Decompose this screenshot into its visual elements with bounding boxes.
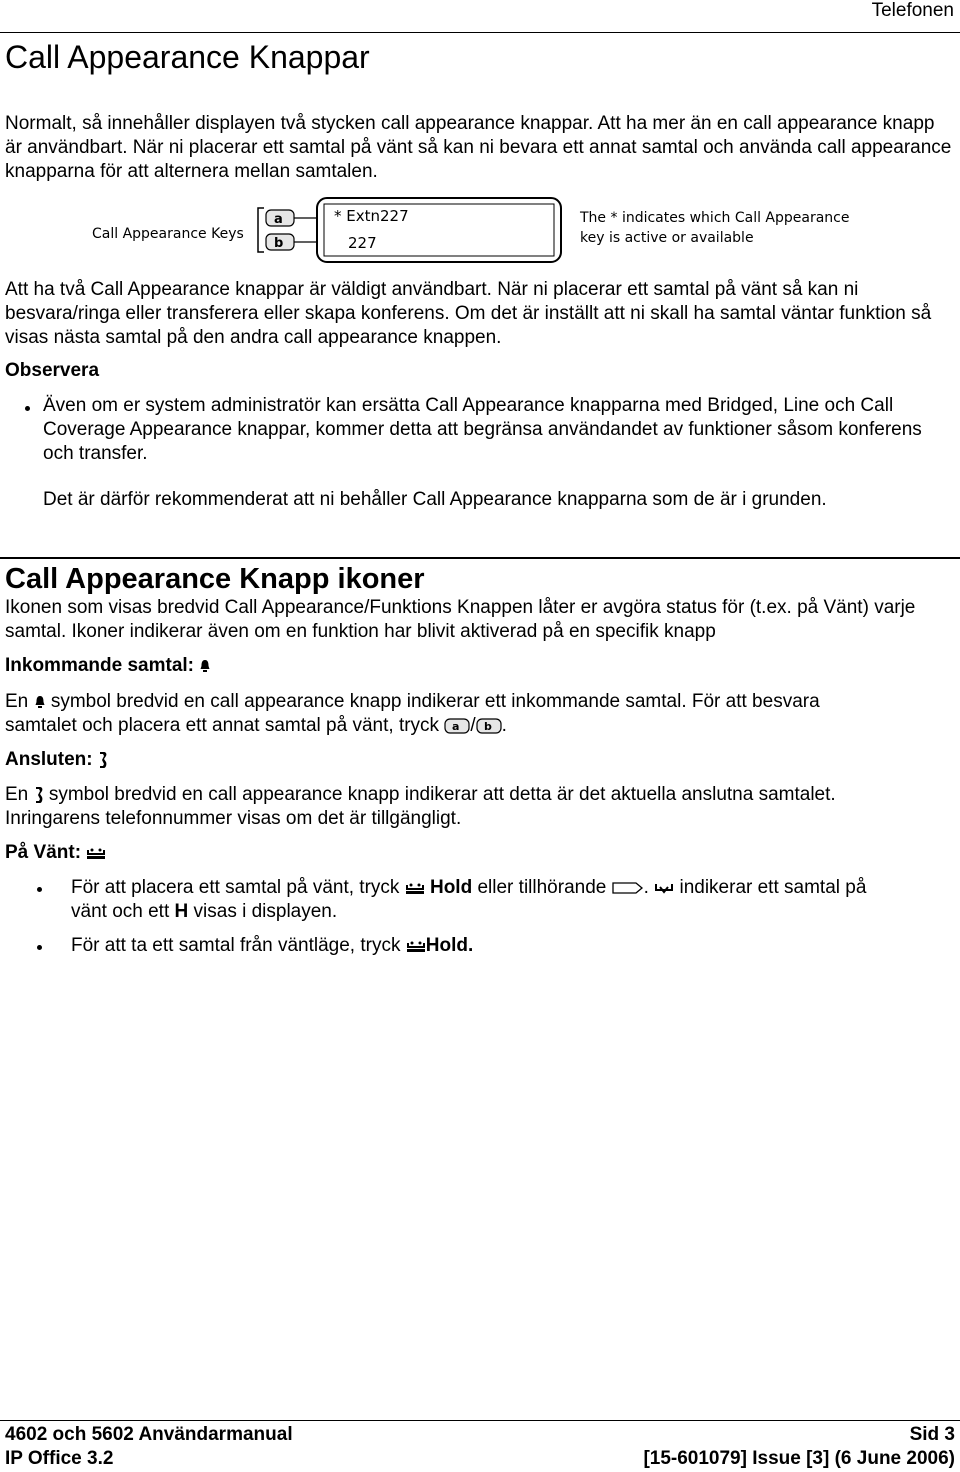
hold-b1-line2-h: H bbox=[174, 901, 189, 922]
incoming-heading: Inkommande samtal: bbox=[5, 655, 194, 676]
connected-text-mid: symbol bredvid en call appearance knapp indikerar att detta är det aktuella anslutna samtalet. bbox=[48, 784, 836, 805]
incoming-line2 bbox=[5, 714, 955, 738]
connected-text-line2: Inringarens telefonnummer visas om det är tillgängligt. bbox=[5, 808, 462, 829]
bell-icon bbox=[199, 658, 211, 674]
hold-heading-row bbox=[5, 841, 106, 865]
on-hold-indicator-icon bbox=[654, 881, 674, 895]
footer-product-version: IP Office 3.2 bbox=[5, 1448, 114, 1469]
hold-icon bbox=[86, 846, 106, 860]
connected-heading-row bbox=[5, 748, 108, 772]
footer-issue: [15-601079] Issue [3] (6 June 2006) bbox=[643, 1448, 955, 1469]
hold-icon bbox=[405, 881, 425, 895]
section2-title: Call Appearance Knapp ikoner bbox=[5, 563, 425, 595]
handset-icon bbox=[34, 786, 44, 804]
observera-bullet: Även om er system administratör kan ersätta Call Appearance knapparna med Bridged, Line och Call Coverage Appearance knappar, kommer detta att begränsa användandet av funktioner såsom konferens och transfer. bbox=[43, 395, 922, 464]
incoming-heading-row bbox=[5, 654, 211, 678]
hold-heading: På Vänt: bbox=[5, 842, 82, 863]
bracket-shape bbox=[258, 208, 264, 252]
incoming-text-before: En bbox=[5, 691, 29, 712]
svg-text:a: a bbox=[452, 719, 460, 733]
hold-b2-before: För att ta ett samtal från väntläge, tryck bbox=[71, 935, 401, 956]
intro-paragraph: Normalt, så innehåller displayen två stycken call appearance knappar. Att ha mer än en call appearance knapp är användbart. När ni placerar ett samtal på vänt så kan ni bevara ett annat samtal och använda call appearance knapparna för att alternera mellan samtalen. bbox=[5, 113, 952, 182]
incoming-text-mid: symbol bredvid en call appearance knapp indikerar ett inkommande samtal. För att besvara bbox=[50, 691, 820, 712]
incoming-period: . bbox=[501, 715, 507, 736]
bullet-dot bbox=[37, 887, 42, 892]
display-line1: * Extn227 bbox=[334, 207, 409, 225]
key-a-icon bbox=[444, 718, 470, 734]
incoming-slash: / bbox=[470, 715, 476, 736]
incoming-line1 bbox=[5, 690, 955, 714]
bullet-dot bbox=[37, 945, 42, 950]
connected-text-before: En bbox=[5, 784, 29, 805]
section2-intro: Ikonen som visas bredvid Call Appearance/Funktions Knappen låter er avgöra status för (t.ex. på Vänt) varje samtal. Ikoner indikerar även om en funktion har blivit aktiverad på en specifik knapp bbox=[5, 597, 916, 642]
footer-page-number: Sid 3 bbox=[909, 1424, 955, 1445]
softkey-icon bbox=[612, 881, 644, 895]
observera-heading: Observera bbox=[5, 360, 100, 381]
bullet-dot bbox=[25, 406, 30, 411]
key-b-label: b bbox=[274, 236, 284, 251]
figure-note-line2: key is active or available bbox=[580, 230, 754, 246]
hold-icon bbox=[406, 939, 426, 953]
bell-icon bbox=[34, 694, 46, 710]
call-appearance-diagram bbox=[88, 196, 872, 264]
hold-bullet2 bbox=[71, 934, 955, 958]
hold-b1-mid: eller tillhörande bbox=[477, 877, 607, 898]
svg-text:b: b bbox=[483, 719, 492, 733]
call-appearance-figure bbox=[88, 196, 872, 264]
header-divider bbox=[0, 32, 960, 33]
figure-note-line1: The * indicates which Call Appearance bbox=[580, 210, 850, 226]
footer-divider bbox=[0, 1420, 960, 1421]
key-b-icon bbox=[476, 718, 502, 734]
figure-left-label: Call Appearance Keys bbox=[92, 226, 244, 242]
hold-b1-before: För att placera ett samtal på vänt, tryck bbox=[71, 877, 400, 898]
hold-b1-end: indikerar ett samtal på bbox=[679, 877, 867, 898]
hold-b2-hold: Hold bbox=[425, 935, 468, 956]
key-a-label: a bbox=[274, 212, 283, 227]
hold-bullet1-line2 bbox=[71, 900, 955, 924]
observera-followup: Det är därför rekommenderat att ni behåller Call Appearance knapparna som de är i grunden. bbox=[43, 489, 827, 510]
usage-paragraph: Att ha två Call Appearance knappar är väldigt användbart. När ni placerar ett samtal på vänt så kan ni besvara/ringa eller transferera eller skapa konferens. Om det är inställt att ni skall ha samtal väntar funktion så visas nästa samtal på den andra call appearance knappen. bbox=[5, 279, 932, 348]
hold-b1-line2-a: vänt och ett bbox=[71, 901, 170, 922]
display-line2: 227 bbox=[348, 234, 377, 252]
footer-manual-title: 4602 och 5602 Användarmanual bbox=[5, 1424, 293, 1445]
hold-b1-after: . bbox=[643, 877, 649, 898]
hold-b2-after: . bbox=[467, 935, 474, 956]
header-section: Telefonen bbox=[871, 0, 954, 21]
hold-b1-line2-b: visas i displayen. bbox=[193, 901, 338, 922]
handset-icon bbox=[98, 751, 108, 769]
connected-line1 bbox=[5, 783, 955, 807]
hold-b1-hold: Hold bbox=[429, 877, 473, 898]
page-title: Call Appearance Knappar bbox=[5, 39, 370, 75]
hold-bullet1-line1 bbox=[71, 876, 955, 900]
incoming-text-line2: samtalet och placera ett annat samtal på vänt, tryck bbox=[5, 715, 440, 736]
section-divider bbox=[0, 557, 960, 559]
connected-heading: Ansluten: bbox=[5, 749, 93, 770]
